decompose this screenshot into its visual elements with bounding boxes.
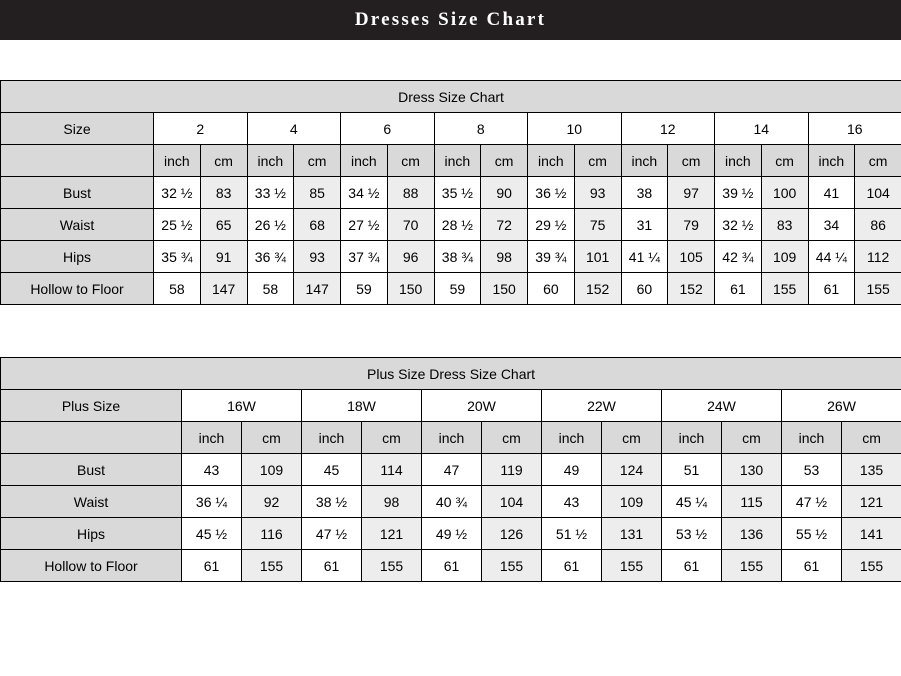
- measurement-cell: 60: [621, 273, 668, 305]
- measurement-cell: 109: [602, 486, 662, 518]
- unit-header-cell: cm: [482, 422, 542, 454]
- measurement-cell: 97: [668, 177, 715, 209]
- measurement-cell: 41: [808, 177, 855, 209]
- measurement-cell: 70: [387, 209, 434, 241]
- measurement-cell: 121: [362, 518, 422, 550]
- row-label: Hips: [1, 241, 154, 273]
- row-label: Hollow to Floor: [1, 550, 182, 582]
- measurement-cell: 27 ½: [341, 209, 388, 241]
- measurement-cell: 93: [294, 241, 341, 273]
- measurement-cell: 39 ½: [715, 177, 762, 209]
- measurement-cell: 41 ¼: [621, 241, 668, 273]
- measurement-cell: 34: [808, 209, 855, 241]
- size-header-label: Plus Size: [1, 390, 182, 422]
- size-header-cell: 2: [154, 113, 248, 145]
- measurement-cell: 33 ½: [247, 177, 294, 209]
- measurement-cell: 37 ¾: [341, 241, 388, 273]
- measurement-cell: 96: [387, 241, 434, 273]
- measurement-cell: 155: [362, 550, 422, 582]
- measurement-cell: 51 ½: [542, 518, 602, 550]
- measurement-cell: 45 ½: [182, 518, 242, 550]
- measurement-cell: 85: [294, 177, 341, 209]
- size-header-cell: 22W: [542, 390, 662, 422]
- measurement-cell: 60: [528, 273, 575, 305]
- measurement-cell: 58: [154, 273, 201, 305]
- measurement-cell: 59: [341, 273, 388, 305]
- measurement-cell: 112: [855, 241, 901, 273]
- unit-header-cell: cm: [242, 422, 302, 454]
- measurement-cell: 75: [574, 209, 621, 241]
- measurement-cell: 25 ½: [154, 209, 201, 241]
- size-header-cell: 12: [621, 113, 715, 145]
- table-row: [1, 486, 901, 518]
- row-label: Bust: [1, 177, 154, 209]
- measurement-cell: 49: [542, 454, 602, 486]
- measurement-cell: 29 ½: [528, 209, 575, 241]
- unit-header-cell: inch: [341, 145, 388, 177]
- measurement-cell: 49 ½: [422, 518, 482, 550]
- measurement-cell: 115: [722, 486, 782, 518]
- table-row: [1, 273, 901, 305]
- size-header-row: [1, 113, 901, 145]
- measurement-cell: 35 ¾: [154, 241, 201, 273]
- unit-header-cell: inch: [662, 422, 722, 454]
- measurement-cell: 116: [242, 518, 302, 550]
- unit-header-cell: cm: [855, 145, 901, 177]
- measurement-cell: 61: [782, 550, 842, 582]
- size-header-cell: 20W: [422, 390, 542, 422]
- row-label: Hollow to Floor: [1, 273, 154, 305]
- measurement-cell: 100: [761, 177, 808, 209]
- measurement-cell: 38: [621, 177, 668, 209]
- measurement-cell: 72: [481, 209, 528, 241]
- unit-row-corner: [1, 145, 154, 177]
- unit-header-cell: cm: [362, 422, 422, 454]
- measurement-cell: 150: [481, 273, 528, 305]
- measurement-cell: 92: [242, 486, 302, 518]
- measurement-cell: 58: [247, 273, 294, 305]
- measurement-cell: 39 ¾: [528, 241, 575, 273]
- size-header-cell: 6: [341, 113, 435, 145]
- measurement-cell: 28 ½: [434, 209, 481, 241]
- measurement-cell: 147: [294, 273, 341, 305]
- measurement-cell: 45: [302, 454, 362, 486]
- measurement-cell: 152: [574, 273, 621, 305]
- size-header-label: Size: [1, 113, 154, 145]
- measurement-cell: 88: [387, 177, 434, 209]
- table-title-row: [1, 81, 901, 113]
- measurement-cell: 61: [808, 273, 855, 305]
- measurement-cell: 126: [482, 518, 542, 550]
- row-label: Waist: [1, 209, 154, 241]
- measurement-cell: 93: [574, 177, 621, 209]
- unit-header-cell: cm: [481, 145, 528, 177]
- measurement-cell: 43: [542, 486, 602, 518]
- measurement-cell: 155: [602, 550, 662, 582]
- unit-header-cell: cm: [668, 145, 715, 177]
- size-header-cell: 10: [528, 113, 622, 145]
- size-header-cell: 24W: [662, 390, 782, 422]
- table-row: [1, 241, 901, 273]
- dress-size-chart-block: [0, 80, 901, 305]
- banner-title: Dresses Size Chart: [354, 9, 547, 30]
- measurement-cell: 155: [242, 550, 302, 582]
- measurement-cell: 43: [182, 454, 242, 486]
- measurement-cell: 131: [602, 518, 662, 550]
- unit-header-cell: cm: [294, 145, 341, 177]
- measurement-cell: 150: [387, 273, 434, 305]
- measurement-cell: 55 ½: [782, 518, 842, 550]
- measurement-cell: 26 ½: [247, 209, 294, 241]
- measurement-cell: 109: [761, 241, 808, 273]
- measurement-cell: 83: [200, 177, 247, 209]
- table-row: [1, 518, 901, 550]
- measurement-cell: 109: [242, 454, 302, 486]
- unit-header-cell: inch: [715, 145, 762, 177]
- measurement-cell: 98: [481, 241, 528, 273]
- unit-header-cell: cm: [200, 145, 247, 177]
- unit-header-cell: cm: [842, 422, 901, 454]
- unit-row-corner: [1, 422, 182, 454]
- unit-header-cell: inch: [422, 422, 482, 454]
- size-header-row: [1, 390, 901, 422]
- unit-header-cell: inch: [782, 422, 842, 454]
- measurement-cell: 61: [662, 550, 722, 582]
- measurement-cell: 86: [855, 209, 901, 241]
- measurement-cell: 130: [722, 454, 782, 486]
- unit-header-cell: cm: [722, 422, 782, 454]
- table-row: [1, 209, 901, 241]
- unit-header-cell: cm: [387, 145, 434, 177]
- measurement-cell: 83: [761, 209, 808, 241]
- measurement-cell: 44 ¼: [808, 241, 855, 273]
- measurement-cell: 61: [715, 273, 762, 305]
- measurement-cell: 104: [482, 486, 542, 518]
- measurement-cell: 101: [574, 241, 621, 273]
- table-title: Dress Size Chart: [1, 81, 901, 113]
- measurement-cell: 79: [668, 209, 715, 241]
- measurement-cell: 34 ½: [341, 177, 388, 209]
- measurement-cell: 147: [200, 273, 247, 305]
- measurement-cell: 47 ½: [782, 486, 842, 518]
- table-row: [1, 550, 901, 582]
- size-header-cell: 14: [715, 113, 809, 145]
- measurement-cell: 114: [362, 454, 422, 486]
- measurement-cell: 61: [302, 550, 362, 582]
- unit-header-cell: inch: [434, 145, 481, 177]
- measurement-cell: 98: [362, 486, 422, 518]
- measurement-cell: 35 ½: [434, 177, 481, 209]
- row-label: Bust: [1, 454, 182, 486]
- row-label: Hips: [1, 518, 182, 550]
- measurement-cell: 105: [668, 241, 715, 273]
- unit-header-cell: inch: [528, 145, 575, 177]
- page-banner: [0, 0, 901, 40]
- table-row: [1, 454, 901, 486]
- size-header-cell: 18W: [302, 390, 422, 422]
- measurement-cell: 53 ½: [662, 518, 722, 550]
- measurement-cell: 38 ½: [302, 486, 362, 518]
- table-row: [1, 177, 901, 209]
- measurement-cell: 65: [200, 209, 247, 241]
- measurement-cell: 104: [855, 177, 901, 209]
- dress-size-chart-table: [0, 80, 901, 305]
- size-header-cell: 16: [808, 113, 901, 145]
- measurement-cell: 51: [662, 454, 722, 486]
- size-header-cell: 8: [434, 113, 528, 145]
- plus-size-dress-size-chart-table: [0, 357, 901, 582]
- measurement-cell: 68: [294, 209, 341, 241]
- table-title: Plus Size Dress Size Chart: [1, 358, 901, 390]
- measurement-cell: 155: [842, 550, 901, 582]
- measurement-cell: 155: [855, 273, 901, 305]
- measurement-cell: 119: [482, 454, 542, 486]
- unit-header-cell: inch: [247, 145, 294, 177]
- unit-header-cell: cm: [761, 145, 808, 177]
- measurement-cell: 152: [668, 273, 715, 305]
- size-header-cell: 16W: [182, 390, 302, 422]
- unit-header-row: [1, 422, 901, 454]
- measurement-cell: 121: [842, 486, 901, 518]
- unit-header-cell: cm: [574, 145, 621, 177]
- measurement-cell: 32 ½: [154, 177, 201, 209]
- unit-header-cell: inch: [154, 145, 201, 177]
- measurement-cell: 61: [542, 550, 602, 582]
- unit-header-cell: inch: [808, 145, 855, 177]
- unit-header-cell: inch: [621, 145, 668, 177]
- measurement-cell: 136: [722, 518, 782, 550]
- measurement-cell: 155: [761, 273, 808, 305]
- unit-header-cell: inch: [542, 422, 602, 454]
- size-header-cell: 26W: [782, 390, 901, 422]
- measurement-cell: 61: [182, 550, 242, 582]
- measurement-cell: 135: [842, 454, 901, 486]
- row-label: Waist: [1, 486, 182, 518]
- size-header-cell: 4: [247, 113, 341, 145]
- measurement-cell: 91: [200, 241, 247, 273]
- measurement-cell: 40 ¾: [422, 486, 482, 518]
- measurement-cell: 47: [422, 454, 482, 486]
- measurement-cell: 36 ½: [528, 177, 575, 209]
- measurement-cell: 124: [602, 454, 662, 486]
- measurement-cell: 38 ¾: [434, 241, 481, 273]
- measurement-cell: 42 ¾: [715, 241, 762, 273]
- measurement-cell: 155: [722, 550, 782, 582]
- plus-size-dress-size-chart-block: [0, 357, 901, 582]
- measurement-cell: 31: [621, 209, 668, 241]
- measurement-cell: 47 ½: [302, 518, 362, 550]
- measurement-cell: 90: [481, 177, 528, 209]
- measurement-cell: 53: [782, 454, 842, 486]
- measurement-cell: 45 ¼: [662, 486, 722, 518]
- measurement-cell: 36 ¼: [182, 486, 242, 518]
- measurement-cell: 59: [434, 273, 481, 305]
- measurement-cell: 141: [842, 518, 901, 550]
- measurement-cell: 61: [422, 550, 482, 582]
- measurement-cell: 32 ½: [715, 209, 762, 241]
- unit-header-cell: inch: [302, 422, 362, 454]
- unit-header-cell: cm: [602, 422, 662, 454]
- unit-header-cell: inch: [182, 422, 242, 454]
- measurement-cell: 155: [482, 550, 542, 582]
- unit-header-row: [1, 145, 901, 177]
- measurement-cell: 36 ¾: [247, 241, 294, 273]
- table-title-row: [1, 358, 901, 390]
